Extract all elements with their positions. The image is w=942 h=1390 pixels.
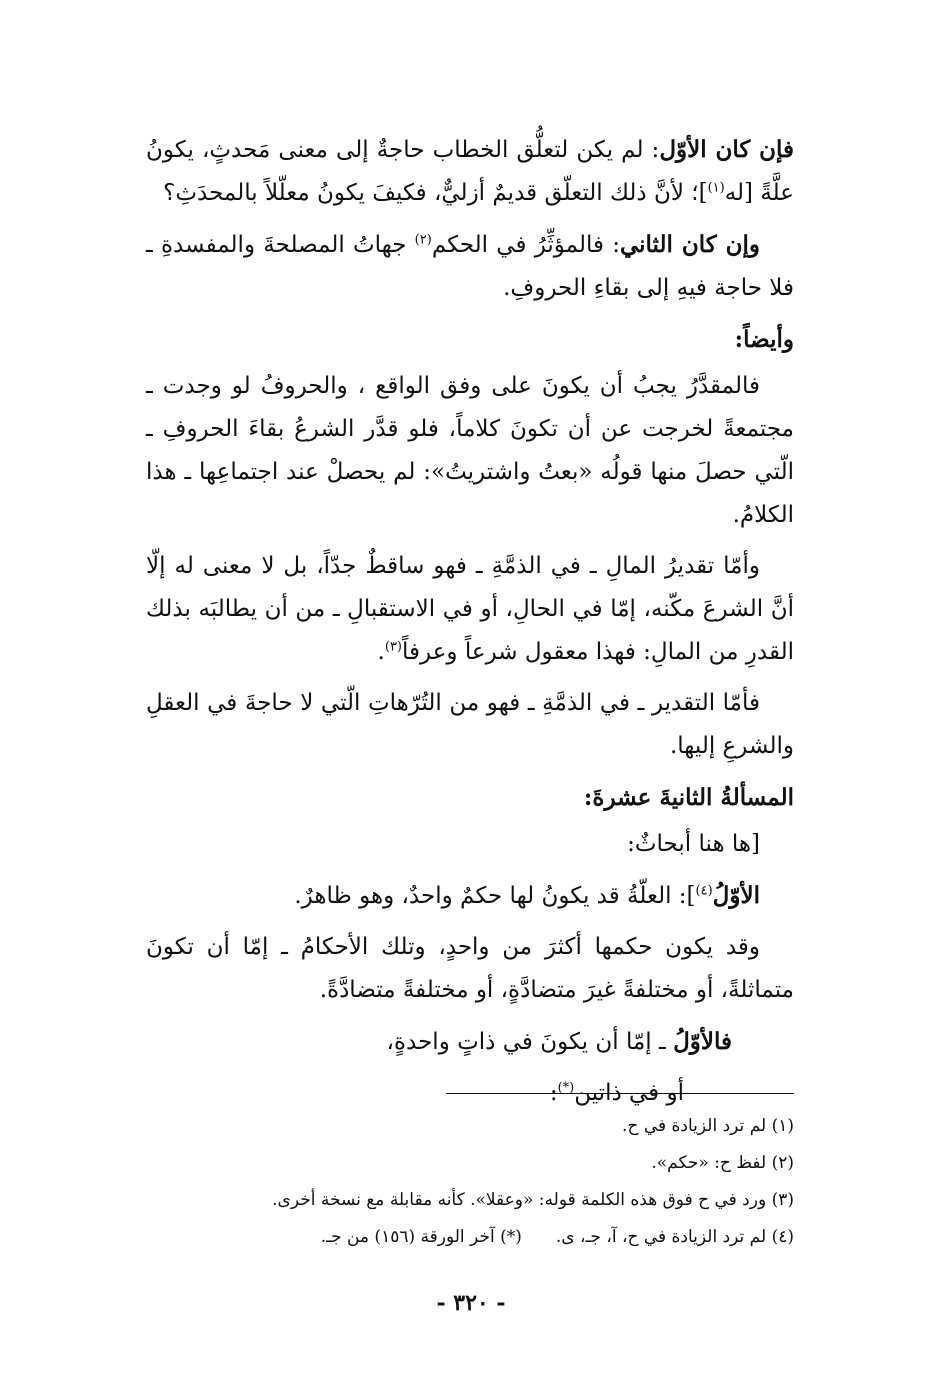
paragraph	[146, 874, 794, 918]
paragraph	[146, 223, 794, 310]
paragraph: [ها هنا أبحاثٌ:	[627, 831, 760, 857]
footnote-marker: (٤)	[695, 883, 713, 899]
lead-term: فالأوّلُ	[673, 1028, 732, 1055]
text-run: ]: العلّةُ قد يكونُ لها حكمٌ واحدٌ، وهو ظاهرٌ.	[294, 883, 696, 909]
lead-term: فإن كان الأوّل	[659, 136, 794, 163]
paragraph: فالمقدَّرُ يجبُ أن يكونَ على وفق الواقع ، والحروفُ لو وجدت ـ مجتمعةً لخرجت عن أن تكونَ كلاماً، فلو قدَّر الشرعُ بقاءَ الحروفِ ـ الّتي حصلَ منها قولُه «بعتُ واشتريتُ»: لم يحصلْ عند اجتماعِها ـ هذا الكلامُ.	[146, 373, 794, 528]
footnote-text: (*) آخر الورقة (١٥٦) من جـ.	[320, 1227, 522, 1247]
paragraph	[146, 545, 794, 674]
text-run: ـ إمّا أن يكونَ في ذاتٍ واحدةٍ،	[386, 1029, 674, 1055]
text-run: : لم يكن لتعلُّق الخطاب حاجةٌ إلى معنى مَحدثٍ، يكونُ علَّةً [له	[146, 137, 794, 206]
footnote-marker: (*)	[557, 1080, 575, 1096]
footnote: (١) لم ترد الزيادة في ح.	[622, 1116, 794, 1136]
paragraph	[146, 1020, 794, 1064]
text-run: .	[377, 639, 385, 665]
footnote-marker: (١)	[707, 180, 725, 196]
lead-term: وإن كان الثاني	[619, 231, 760, 258]
section-heading: المسألةُ الثانيةَ عشرةَ:	[583, 784, 794, 811]
text-run: ]؛ لأنَّ ذلك التعلّق قديمٌ أزليٌّ، فكيفَ يكونُ معلّلاً بالمحدَثِ؟	[163, 180, 708, 206]
text-run: جهاتُ المصلحةَ والمفسدةِ ـ فلا حاجة فيهِ إلى بقاءِ الحروفِ.	[146, 232, 794, 301]
footnote: (٢) لفظ ح: «حكم».	[651, 1153, 794, 1173]
footnote: (٣) ورد في ح فوق هذه الكلمة قوله: «وعقلا». كأنه مقابلة مع نسخة أخرى.	[272, 1190, 794, 1210]
paragraph: فأمّا التقدير ـ في الذمَّةِ ـ فهو من التُرّهاتِ الّتي لا حاجةَ في العقلِ والشرعِ إليها.	[146, 690, 794, 759]
footnote-divider	[446, 1093, 794, 1094]
text-run: أو في ذاتين	[574, 1080, 684, 1106]
footnote-text: (٤) لم ترد الزيادة في ح، آ، جـ، ى.	[555, 1227, 794, 1247]
main-text	[146, 128, 794, 1123]
footnote	[146, 1219, 794, 1256]
section-heading: وأيضاً:	[734, 326, 794, 353]
lead-term: الأوّلُ	[712, 882, 760, 909]
paragraph: وقد يكون حكمها أكثرَ من واحدٍ، وتلك الأحكامُ ـ إمّا أن تكونَ متماثلةً، أو مختلفةً غيرَ متضادَّةٍ، أو مختلفةً متضادَّةً.	[146, 934, 794, 1003]
text-run: وأمّا تقديرُ المالِ ـ في الذمَّةِ ـ فهو ساقطٌ جدّاً، بل لا معنى له إلّا أنَّ الشرعَ مكّنه، إمّا في الحالِ، أو في الاستقبالِ ـ من أن يطالبَه بذلك القدرِ من المالِ: فهذا معقول شرعاً وعرفاً	[146, 553, 794, 665]
footnotes	[146, 1108, 794, 1256]
footnote-marker: (٢)	[414, 232, 432, 248]
text-run: : فالمؤثِّرُ في الحكم	[431, 232, 620, 258]
text-run: :	[549, 1080, 558, 1106]
footnote-marker: (٣)	[384, 639, 402, 655]
paragraph	[146, 128, 794, 215]
page-number: - ٣٢٠ -	[436, 1290, 506, 1316]
